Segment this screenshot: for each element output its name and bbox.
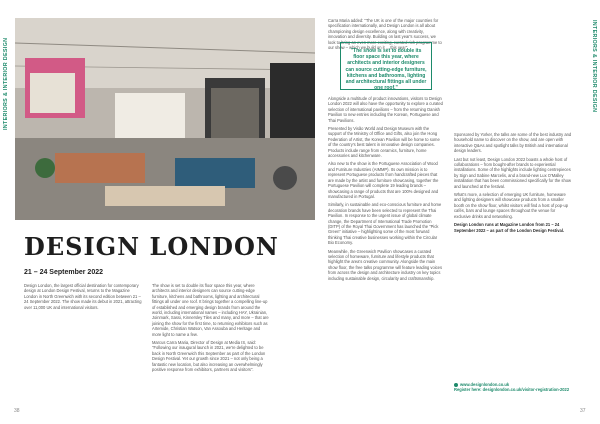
article-title: DESIGN LONDON bbox=[24, 232, 279, 261]
registration-link[interactable]: Register here: designlondon.co.uk/visitor-registration-2022 bbox=[454, 387, 570, 393]
closing-paragraph: Design London runs at Magazine London from 21 – 24 September 2022 – as part of the London Design Festival. bbox=[454, 222, 565, 233]
exhibition-hall-illustration bbox=[15, 18, 315, 220]
body-column-2 bbox=[152, 283, 270, 376]
paragraph: Meanwhile, the Greenwich Pavilion showcases a curated selection of homeware, furniture and lifestyle products that highlight the area's creative community. Alongside the main show floor, the free talks programme will feature leading voices from across the design and architecture industry on key topics including sustainable design, circularity and craftsmanship. bbox=[328, 248, 442, 281]
section-label-left: INTERIORS & INTERIOR DESIGN bbox=[3, 37, 9, 130]
website-link[interactable]: www.designlondon.co.uk bbox=[454, 382, 574, 387]
page-number-right: 37 bbox=[580, 408, 586, 414]
paragraph: Last but not least, Design London 2022 boasts a whole host of collaborations – from bought-after brands to experiential installations. Some of the highlights include lighting centrepieces by Sign and Sabine Marcelis, and a brand-new Lux O'Malley installation that has been commissioned specifically for the show and launched at the festival. bbox=[454, 156, 571, 189]
body-column-3-bottom bbox=[328, 96, 443, 284]
section-label-right: INTERIORS & INTERIOR DESIGN bbox=[591, 20, 597, 113]
body-column-1 bbox=[24, 283, 142, 313]
pull-quote: "The show is set to double its floor space this year, where architects and interior designers can source cutting-edge furniture, kitchens and bathrooms, lighting and architectural fittings all under one roof." bbox=[340, 42, 432, 90]
exhibition-hall-photo bbox=[15, 18, 315, 220]
paragraph: The show is set to double its floor space this year, where architects and interior designers can source cutting-edge furniture, kitchens and bathrooms, lighting and architectural fittings all under one roof. It brings together a compelling line-up of established and emerging design brands from around the world, including international names – including HAY, Ukrainian, Joinmark, Sassi, Kinnersley Tiles and many, and more – that are joining the show for the first time, to returning exhibitors such as Artemide, Christian Watson, Van Assouba and Heritage and more light to name a few. bbox=[152, 283, 269, 337]
paragraph: What's more, a selection of emerging UK furniture, homeware and lighting designers will showcase products from a smaller booth on the show floor, whilst visitors will find a host of pop-up cafés, bars and lounge spaces throughout the venue for exclusive drinks and networking. bbox=[454, 192, 569, 219]
paragraph: Presented by Visão World and Design Museum with the support of the Ministry of Office and Gifts, also join the Hong Federation of Artist, the Korean Pavilion will be home to some of the country's best talent in innovative design companies. Products include range from ceramics, furniture, home accessories and kitchenware. bbox=[328, 126, 440, 159]
paragraph: Also new to the show is the Portuguese Association of Wood and Furniture Industries (AIMMP). Its own mission is to represent Portuguese products from handcrafted pieces that are made by the artist and furniture showcasing, together the Portuguese Pavilion will complete 19 leading brands – showcasing a range of products that are 100% designed and manufactured in Portugal. bbox=[328, 161, 439, 199]
paragraph: Similarly, in sustainable and eco-conscious furniture and home decoration brands have been selected to represent the Thai Pavilion. In response to the urgent issue of global climate change, the Department of International Trade Promotion (DITP) of the Royal Thai Government has launched the "Pick Green" initiative – highlighting some of the most forward thinking Thai creative businesses working within the Circular Bio Economy. bbox=[328, 202, 442, 246]
page-number-left: 38 bbox=[14, 408, 20, 414]
body-column-4 bbox=[454, 132, 572, 236]
paragraph: Design London, the largest official destination for contemporary design at London Design Festival, returns to the Magazine London in North Greenwich with its second edition between 21 – 24 September 2022. The show made its debut in 2021, attracting over 11,000 UK and international visitors. bbox=[24, 283, 142, 310]
event-date: 21 – 24 September 2022 bbox=[24, 269, 103, 276]
paragraph: Sponsored by Yorker, the talks are some of the best industry and household name to discover on the show, and are open with interactive Q&As and spotlight talks by British and international design leaders. bbox=[454, 132, 572, 154]
paragraph: Alongside a multitude of product innovations, visitors to Design London 2022 will also have the opportunity to explore a curated selection of international pavilions – from the returning Danish Pavilion to new entries including the Korean, Portuguese and Thai Pavilions. bbox=[328, 96, 443, 123]
paragraph: Marcus Carra Maria, Director of Design at Media IS, said: "Following our inaugural launch in 2021, we're delighted to be back in North Greenwich this September as part of the London Design Festival. Yet our growth since 2021 – not only being a fantastic new location, but also increasing an overwhelmingly positive response from exhibitors, partners and visitors". bbox=[152, 340, 266, 373]
globe-icon bbox=[454, 383, 458, 387]
contact-info bbox=[454, 382, 574, 393]
paragraph: Carra Maria added: "The UK is one of the major countries for specification internationally, and Design London is all about championing design excellence, along with creativity, innovation and diversity. Building on last year's success, we look to bring an even more exciting, curated rich programme to our show – which we build on it ... this year". bbox=[328, 18, 442, 51]
